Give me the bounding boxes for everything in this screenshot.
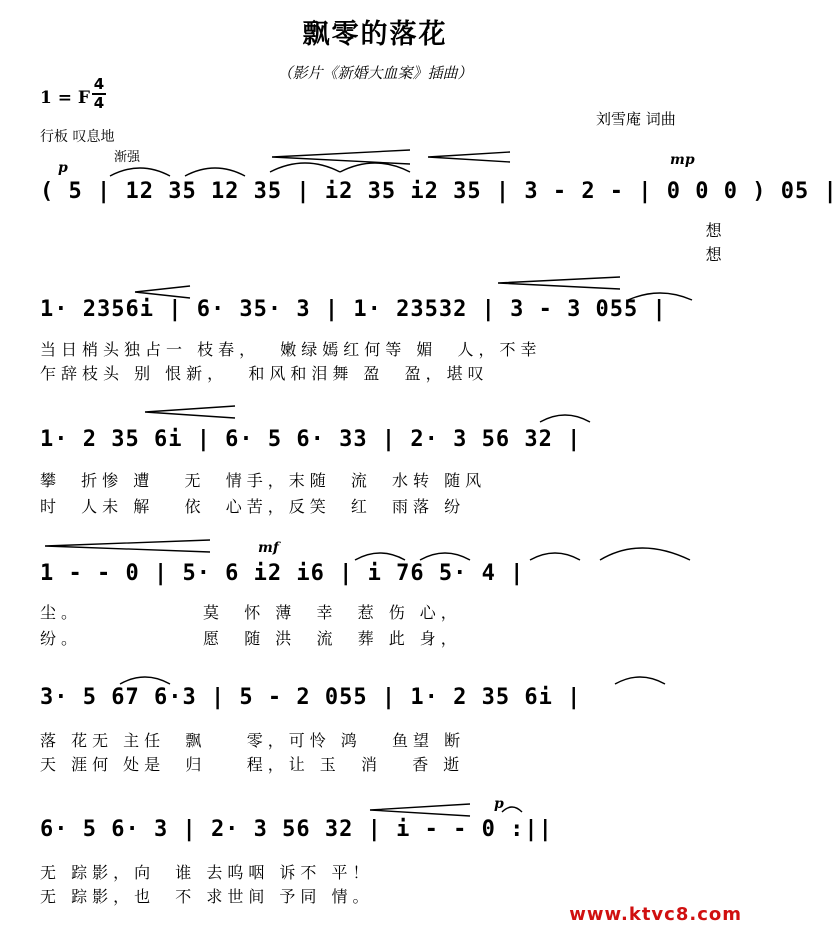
lyric-verse2-line-2: 乍辞枝头 别 恨新， 和风和泪舞 盈 盈，堪叹: [40, 364, 489, 383]
lyric-verse1-line-1: 想: [40, 221, 727, 240]
notes-line-6: 6· 5 6· 3 | 2· 3 56 32 | i - - 0 :||: [40, 817, 553, 842]
dynamic-p-intro: p: [58, 160, 68, 176]
time-numerator: 4: [93, 75, 105, 93]
slur-mark: [270, 163, 340, 172]
crescendo-hairpin: [370, 804, 470, 816]
lyric-verse2-line-6: 无 踪影，也 不 求世间 予同 情。: [40, 887, 374, 906]
notes-line-5: 3· 5 67 6·3 | 5 - 2 055 | 1· 2 35 6i |: [40, 685, 582, 710]
lyric-verse2-line-5: 天 涯何 处是 归 程，让 玉 消 香 逝: [40, 755, 465, 774]
slur-mark: [120, 677, 170, 684]
lyric-verse2-line-1: 想: [40, 245, 727, 264]
notes-line-1: ( 5 | 12 35 12 35 | i2 35 i2 35 | 3 - 2 - | 0 0 0 ) 05 |: [40, 179, 838, 204]
notes-line-3: 1· 2 35 6i | 6· 5 6· 33 | 2· 3 56 32 |: [40, 427, 582, 452]
song-title: 飘零的落花: [302, 19, 448, 50]
slur-mark: [600, 548, 690, 560]
crescendo-hairpin: [145, 406, 235, 418]
slur-mark: [340, 163, 410, 172]
decrescendo-hairpin: [45, 540, 210, 552]
dynamic-mp: mp: [670, 152, 695, 168]
decrescendo-hairpin: [428, 152, 510, 162]
lyric-verse2-line-3: 时 人未 解 依 心苦，反笑 红 雨落 纷: [40, 497, 466, 516]
crescendo-hairpin: [272, 150, 410, 164]
composer-credit: 刘雪庵 词曲: [596, 110, 676, 128]
lyric-verse1-line-5: 落 花无 主任 飘 零，可怜 鸿 鱼望 断: [40, 731, 466, 750]
key-signature: 1 = F: [40, 88, 90, 108]
lyric-verse1-line-6: 无 踪影，向 谁 去呜咽 诉不 平！: [40, 863, 374, 882]
dynamic-mf: mf: [258, 540, 279, 556]
slur-mark: [420, 553, 470, 560]
crescendo-marking: 渐强: [114, 150, 141, 165]
slur-mark: [530, 553, 580, 560]
dynamic-p-end: p: [494, 796, 504, 812]
slur-mark: [615, 677, 665, 684]
song-subtitle: （影片《新婚大血案》插曲）: [277, 64, 473, 82]
slur-mark: [628, 293, 692, 300]
site-watermark: www.ktvc8.com: [569, 904, 742, 925]
crescendo-hairpin: [498, 277, 620, 289]
notes-line-2: 1· 2356i | 6· 35· 3 | 1· 23532 | 3 - 3 055 |: [40, 297, 667, 322]
lyric-verse2-line-4: 纷。 愿 随 洪 流 葬 此 身，: [40, 629, 462, 648]
slur-mark: [185, 168, 245, 176]
notes-line-4: 1 - - 0 | 5· 6 i2 i6 | i 76 5· 4 |: [40, 561, 525, 586]
lyric-verse1-line-4: 尘。 莫 怀 薄 幸 惹 伤 心，: [40, 603, 462, 622]
lyric-verse1-line-3: 攀 折惨 遭 无 情手，末随 流 水转 随风: [40, 471, 487, 490]
slur-mark: [110, 168, 170, 176]
time-denominator: 4: [93, 94, 105, 112]
lyric-verse1-line-2: 当日梢头独占一 枝春， 嫩绿嫣红何等 媚 人，不幸: [40, 340, 542, 359]
fermata-mark: [502, 807, 522, 812]
tempo-marking: 行板 叹息地: [40, 129, 115, 145]
slur-mark: [355, 553, 405, 560]
crescendo-hairpin: [135, 286, 190, 298]
slur-mark: [540, 415, 590, 422]
